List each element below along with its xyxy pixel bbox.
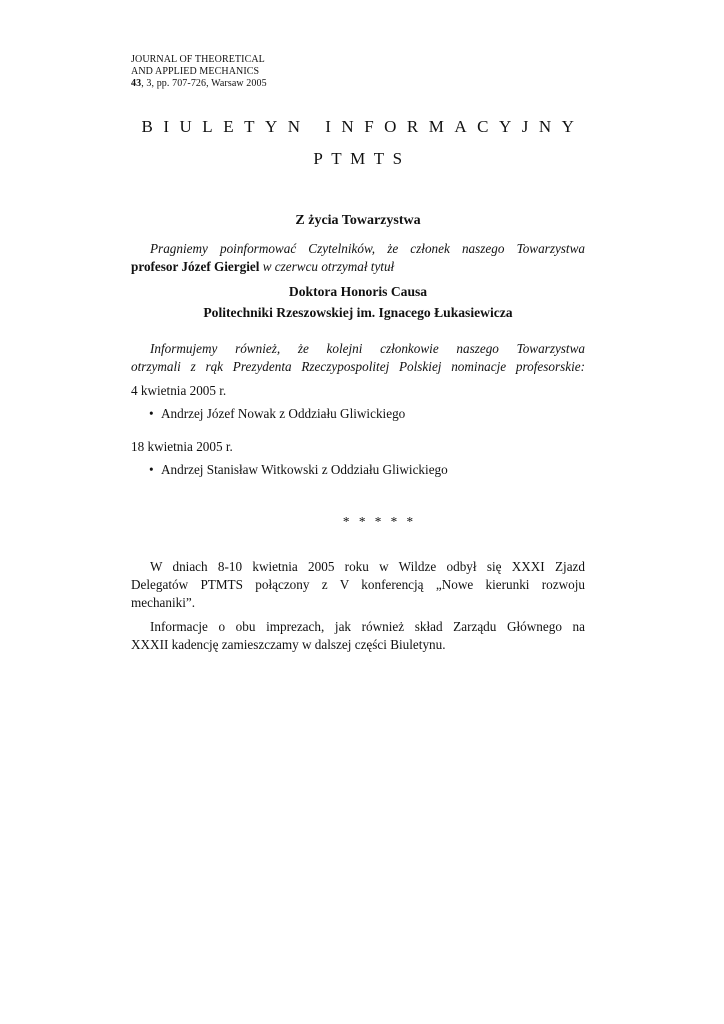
- intro-paragraph: [131, 240, 585, 276]
- info-paragraph: [131, 618, 585, 654]
- journal-name-line2: AND APPLIED MECHANICS: [131, 66, 260, 77]
- info-line1: Informacje o obu imprezach, jak również skład Zarządu Głównego na: [150, 619, 585, 634]
- congress-line1: W dniach 8-10 kwietnia 2005 roku w Wildze odbył się XXXI Zjazd: [150, 559, 585, 574]
- journal-header: [131, 54, 585, 90]
- honor-line2: Politechniki Rzeszowskiej im. Ignacego Łukasiewicza: [203, 305, 513, 320]
- nominations-intro-line1: Informujemy również, że kolejni członkowie naszego Towarzystwa: [150, 341, 585, 356]
- journal-citation: [131, 78, 585, 90]
- congress-line3: mechaniki”.: [131, 595, 196, 610]
- intro-line2: [131, 258, 585, 276]
- nominations-intro: [131, 340, 585, 376]
- nomination-2: [131, 438, 585, 479]
- professor-name: profesor Józef Giergiel: [131, 259, 260, 274]
- section-title: Z życia Towarzystwa: [295, 213, 421, 228]
- list-item: [131, 461, 585, 479]
- nomination-person: Andrzej Józef Nowak z Oddziału Gliwickiego: [161, 406, 406, 421]
- congress-line2: Delegatów PTMTS połączony z V konferencją „Nowe kierunki rozwoju: [131, 577, 585, 592]
- bullet-icon: •: [149, 406, 154, 421]
- info-line2: XXXII kadencję zamieszczamy w dalszej części Biuletynu.: [131, 637, 446, 652]
- nomination-person: Andrzej Stanisław Witkowski z Oddziału Gliwickiego: [161, 462, 448, 477]
- journal-issue-pages: , 3, pp. 707-726, Warsaw 2005: [141, 78, 267, 89]
- intro-rest: w czerwcu otrzymał tytuł: [259, 259, 395, 274]
- nomination-1: [131, 382, 585, 423]
- honor-block: [131, 281, 585, 323]
- honor-line1: Doktora Honoris Causa: [288, 284, 428, 299]
- nomination-date: 18 kwietnia 2005 r.: [131, 439, 233, 454]
- congress-paragraph: [131, 558, 585, 612]
- nominations-intro-line2: otrzymali z rąk Prezydenta Rzeczypospolitej Polskiej nominacje profesorskie:: [131, 359, 585, 374]
- intro-line1: Pragniemy poinformować Czytelników, że członek naszego Towarzystwa: [150, 241, 585, 256]
- section-separator: * * * * *: [342, 514, 417, 529]
- bulletin-title: BIULETYN INFORMACYJNY: [141, 117, 585, 136]
- bullet-icon: •: [149, 462, 154, 477]
- list-item: [131, 405, 585, 423]
- document-page: [131, 54, 585, 654]
- bulletin-subtitle: PTMTS: [313, 149, 411, 168]
- nomination-date: 4 kwietnia 2005 r.: [131, 383, 227, 398]
- journal-name-line1: JOURNAL OF THEORETICAL: [131, 54, 265, 65]
- journal-volume: 43: [131, 78, 142, 89]
